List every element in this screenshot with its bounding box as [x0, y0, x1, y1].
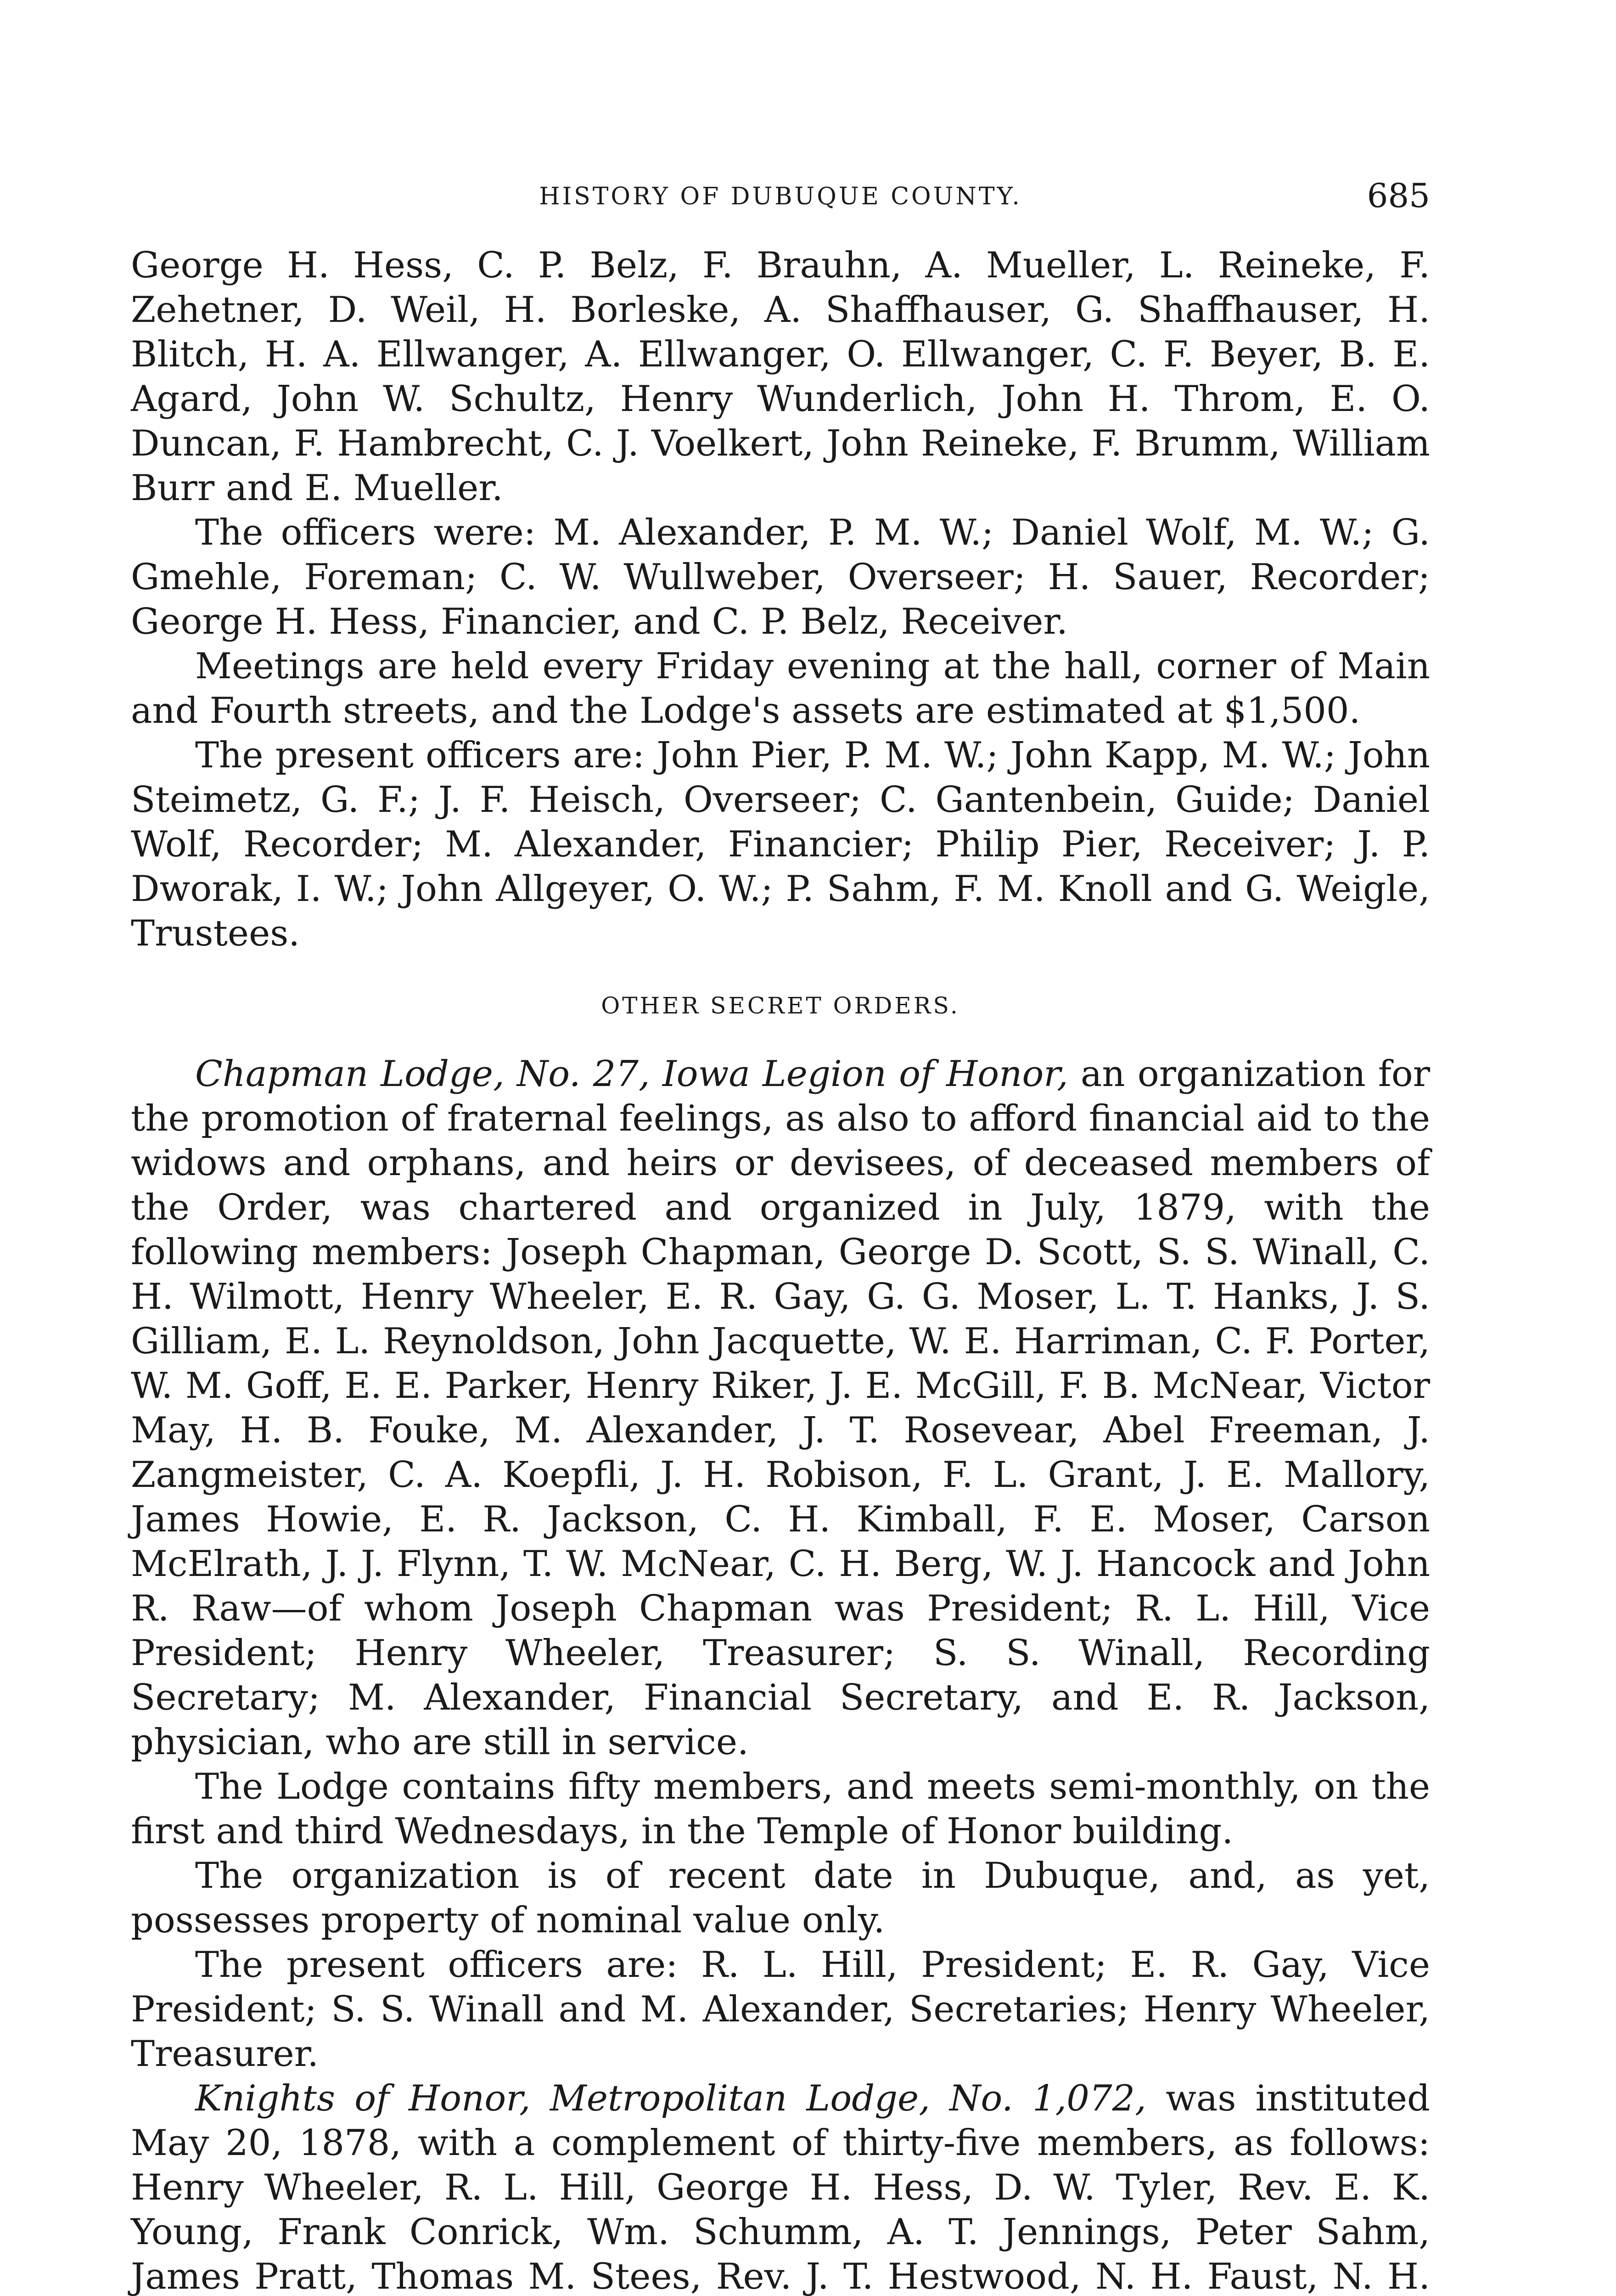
- section-heading: OTHER SECRET ORDERS.: [601, 992, 960, 1019]
- book-page: [131, 174, 1430, 2296]
- paragraph-chapman-present-officers: The present officers are: R. L. Hill, President; E. R. Gay, Vice President; S. S. Winall and M. Alexander, Secretaries; Henry Wheeler, Treasurer.: [131, 1944, 1430, 2075]
- paragraph-present-officers: The present officers are: John Pier, P. M. W.; John Kapp, M. W.; John Steimetz, G. F.; J. F. Heisch, Overseer; C. Gantenbein, Guide; Daniel Wolf, Recorder; M. Alexander, Financier; Philip Pier, Receiver; J. P. Dworak, I. W.; John Allgeyer, O. W.; P. Sahm, F. M. Knoll and G. Weigle, Trustees.: [131, 735, 1430, 954]
- paragraph-knights-of-honor: [131, 2077, 1430, 2296]
- paragraph-lodge-membership: The Lodge contains fifty members, and meets semi-monthly, on the first and third Wednesdays, in the Temple of Honor building.: [131, 1766, 1430, 1852]
- knights-of-honor-text: was instituted May 20, 1878, with a complement of thirty-five members, as follows: Henry Wheeler, R. L. Hill, George H. Hess, D. W. Tyler, Rev. E. K. Young, Frank Conrick, Wm. Schumm, A. T. Jennings, Peter Sahm, James Pratt, Thomas M. Stees, Rev. J. T. Hestwood, N. H. Faust, N. H.: [131, 2078, 1430, 2296]
- paragraph-meetings: Meetings are held every Friday evening at the hall, corner of Main and Fourth streets, and the Lodge's assets are estimated at $1,500.: [131, 646, 1430, 732]
- paragraph-first-officers: The officers were: M. Alexander, P. M. W.; Daniel Wolf, M. W.; G. Gmehle, Foreman; C. W. Wullweber, Overseer; H. Sauer, Recorder; George H. Hess, Financier, and C. P. Belz, Receiver.: [131, 512, 1430, 642]
- chapman-lodge-text: an organization for the promotion of fraternal feelings, as also to afford financial aid to the widows and orphans, and heirs or devisees, of deceased members of the Order, was chartered and organized in July, 1879, with the following members: Joseph Chapman, George D. Scott, S. S. Winall, C. H. Wilmott, Henry Wheeler, E. R. Gay, G. G. Moser, L. T. Hanks, J. S. Gilliam, E. L. Reynoldson, John Jacquette, W. E. Harriman, C. F. Porter, W. M. Goff, E. E. Parker, Henry Riker, J. E. McGill, F. B. McNear, Victor May, H. B. Fouke, M. Alexander, J. T. Rosevear, Abel Freeman, J. Zangmeister, C. A. Koepfli, J. H. Robison, F. L. Grant, J. E. Mallory, James Howie, E. R. Jackson, C. H. Kimball, F. E. Moser, Carson McElrath, J. J. Flynn, T. W. McNear, C. H. Berg, W. J. Hancock and John R. Raw—of whom Joseph Chapman was President; R. L. Hill, Vice President; Henry Wheeler, Treasurer; S. S. Winall, Recording Secretary; M. Alexander, Financial Secretary, and E. R. Jackson, physician, who are still in service.: [131, 1053, 1430, 1763]
- knights-of-honor-title: Knights of Honor, Metropolitan Lodge, No. 1,072,: [195, 2078, 1146, 2119]
- running-header: [131, 174, 1430, 225]
- page-number: 685: [1367, 176, 1430, 215]
- paragraph-chapman-lodge: [131, 1052, 1430, 1765]
- running-title: HISTORY OF DUBUQUE COUNTY.: [539, 183, 1022, 210]
- paragraph-organization-date: The organization is of recent date in Dubuque, and, as yet, possesses property of nominal value only.: [131, 1855, 1430, 1941]
- chapman-lodge-title: Chapman Lodge, No. 27, Iowa Legion of Honor,: [195, 1053, 1068, 1095]
- paragraph-member-list-continued: George H. Hess, C. P. Belz, F. Brauhn, A. Mueller, L. Reineke, F. Zehetner, D. Weil, H. Borleske, A. Shaffhauser, G. Shaffhauser, H. Blitch, H. A. Ellwanger, A. Ellwanger, O. Ellwanger, C. F. Beyer, B. E. Agard, John W. Schultz, Henry Wunderlich, John H. Throm, E. O. Duncan, F. Hambrecht, C. J. Voelkert, John Reineke, F. Brumm, William Burr and E. Mueller.: [131, 245, 1430, 509]
- page-body: [131, 243, 1430, 2296]
